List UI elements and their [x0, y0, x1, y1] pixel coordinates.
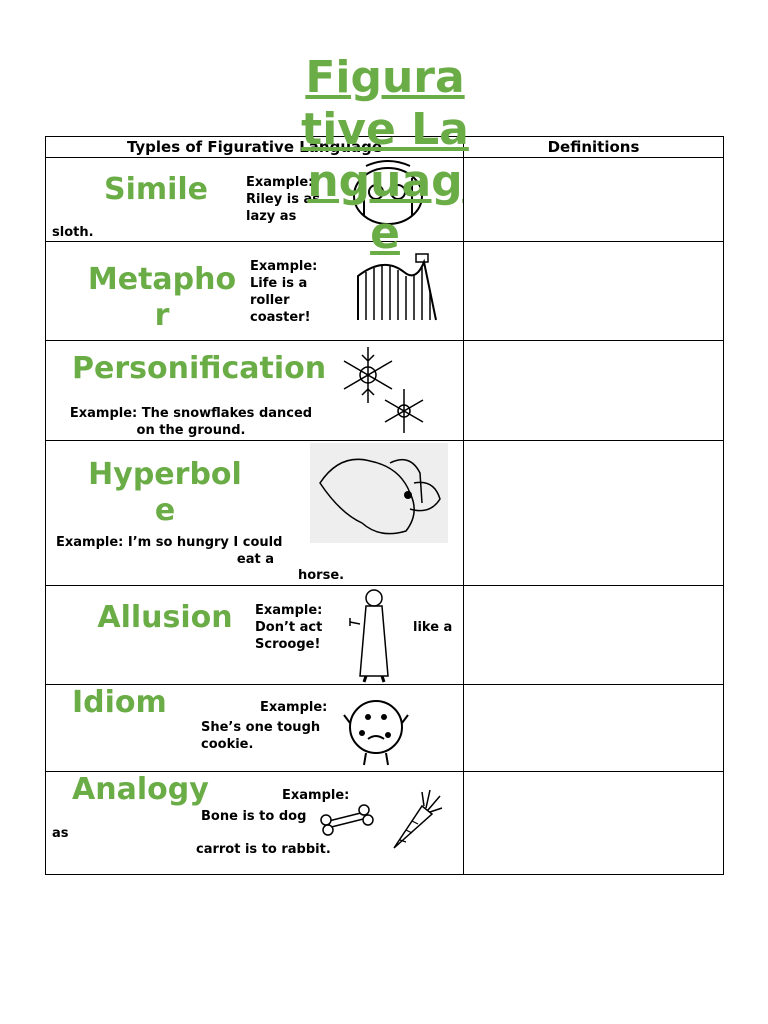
term-cell-personification: [46, 341, 464, 441]
example-allusion: Example: Don’t act Scrooge!: [255, 603, 323, 652]
example-idiom: Example: She’s one tough cookie.: [201, 700, 328, 752]
term-cell-allusion: [46, 586, 464, 685]
example-simile-tail: sloth.: [52, 225, 94, 240]
definition-cell-analogy[interactable]: [464, 772, 724, 875]
definition-cell-personification[interactable]: [464, 341, 724, 441]
term-cell-analogy: [46, 772, 464, 875]
horse-icon: [310, 443, 448, 543]
snowflake-icon: [336, 345, 432, 437]
example-personification: Example: The snowflakes danced on the ground.: [69, 406, 313, 438]
scrooge-icon: [346, 584, 402, 684]
term-cell-idiom: [46, 685, 464, 772]
term-personification: Personification: [72, 351, 327, 386]
table-row: [46, 772, 724, 875]
example-metaphor: Example: Life is a roller coaster!: [250, 259, 318, 325]
bone-icon: [318, 802, 374, 840]
page-title: Figurative Language: [301, 52, 469, 259]
definition-cell-idiom[interactable]: [464, 685, 724, 772]
table-row: [46, 441, 724, 586]
example-allusion-tail: like a: [413, 620, 453, 635]
example-analogy-line: Bone is to dog: [201, 809, 307, 824]
definition-cell-metaphor[interactable]: [464, 242, 724, 341]
definition-cell-allusion[interactable]: [464, 586, 724, 685]
example-analogy-as: as: [52, 826, 69, 841]
term-hyperbole: Hyperbole: [88, 457, 242, 528]
cookie-icon: [342, 693, 412, 769]
roller-coaster-icon: [354, 250, 440, 322]
term-allusion: Allusion: [97, 600, 233, 635]
example-simile: Example: Riley is as lazy as: [246, 175, 320, 224]
table-row: [46, 586, 724, 685]
term-idiom: Idiom: [72, 685, 167, 720]
definition-cell-simile[interactable]: [464, 158, 724, 242]
carrot-icon: [388, 786, 444, 854]
column-header-definitions: Definitions: [464, 137, 724, 158]
term-analogy: Analogy: [72, 772, 209, 807]
table-row: [46, 341, 724, 441]
term-simile: Simile: [103, 172, 209, 207]
term-metaphor: Metaphor: [87, 262, 237, 333]
example-hyperbole: Example: I’m so hungry I could eat a: [56, 535, 283, 567]
table-row: [46, 685, 724, 772]
example-hyperbole-tail: horse.: [298, 568, 345, 583]
example-analogy-end: carrot is to rabbit.: [196, 842, 331, 857]
column-header-types: Typles of Figurative Language: [46, 137, 464, 158]
example-analogy-label: Example:: [282, 788, 350, 803]
term-cell-hyperbole: [46, 441, 464, 586]
definition-cell-hyperbole[interactable]: [464, 441, 724, 586]
